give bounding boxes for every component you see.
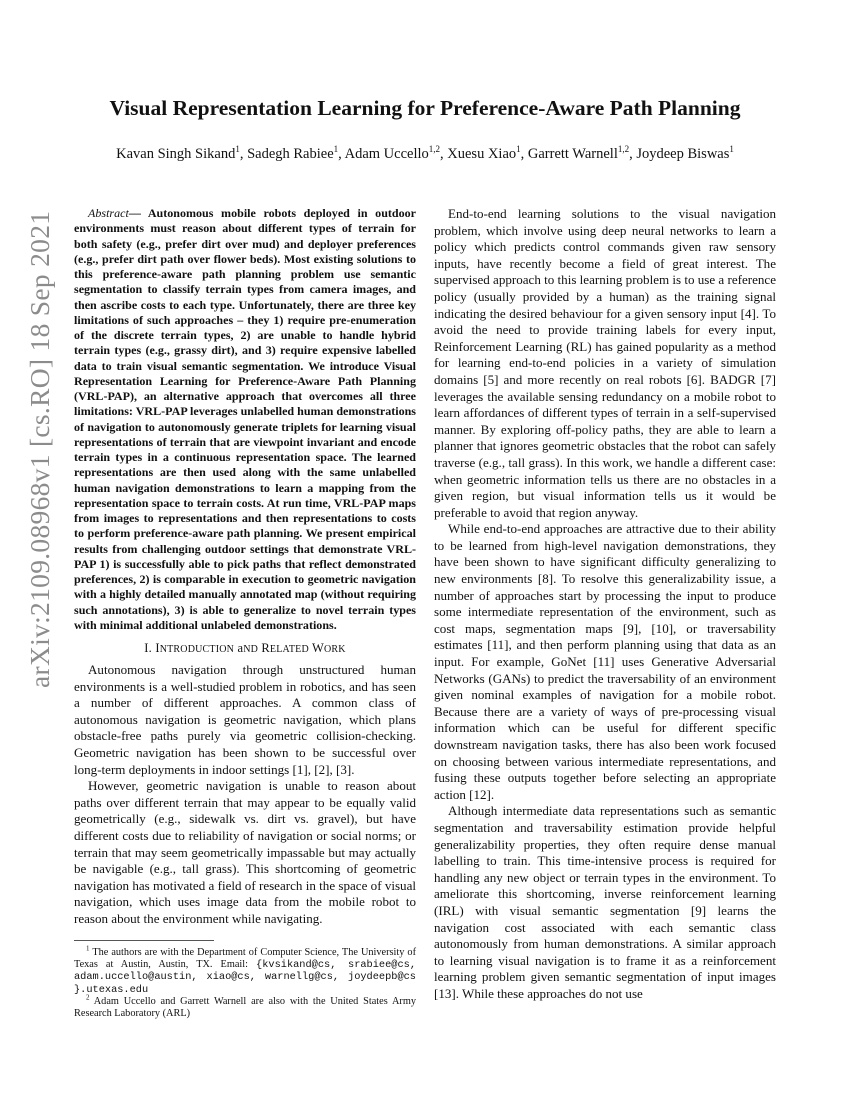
footnotes	[74, 940, 416, 1020]
section-title: INTRODUCTION aND RELATED WORK	[155, 641, 346, 655]
footnote-2	[74, 993, 416, 1020]
related-paragraph-3: Although intermediate data representations such as semantic segmentation and traversability estimation provide helpful generalizability properties, they often require dense manual labelling to train. This time-intensive process is required for handling any new object or terrain types in the environment. To ameliorate this shortcoming, inverse reinforcement learning (IRL) with visual semantic segmentation [9] learns the navigation cost associated with each semantic class autonomously from human demonstrations. A similar approach to learning visual navigation is to frame it as a reinforcement learning problem given semantic segmentation of input images [13]. While these approaches do not use	[434, 803, 776, 1001]
footnote-rule	[74, 940, 214, 941]
paper-title: Visual Representation Learning for Preference-Aware Path Planning	[109, 96, 741, 120]
author-affiliation-marker: 1	[516, 144, 521, 155]
author-name: Garrett Warnell	[527, 146, 618, 162]
footnote-1-marker: 1	[86, 944, 90, 953]
footnote-2-marker: 2	[86, 993, 90, 1002]
intro-paragraph-1: Autonomous navigation through unstructured human environments is a well-studied problem in robotics, and has seen a number of different approaches. A common class of autonomous navigation is geometric navigation, which plans obstacle-free paths purely via geometric collision-checking. Geometric navigation has been shown to be successful over long-term deployments in indoor settings [1], [2], [3].	[74, 662, 416, 777]
arxiv-identifier-stamp: arXiv:2109.08968v1 [cs.RO] 18 Sep 2021	[24, 210, 55, 688]
section-heading	[74, 641, 416, 656]
intro-paragraph-2: However, geometric navigation is unable to reason about paths over different terrain that may appear to be equally valid geometrically (e.g., sidewalk vs. dirt vs. gravel), but have different costs due to reliability of navigation or social norms; or terrain that may seem geometrically impassable but may actually be navigable (e.g., tall grass). This shortcoming of geometric navigation has motivated a field of research in the space of visual navigation, which uses image data from the mobile robot to reason about the environment while navigating.	[74, 778, 416, 926]
author-affiliation-marker: 1	[729, 144, 734, 155]
right-column	[434, 206, 776, 1003]
author-name: Sadegh Rabiee	[247, 146, 334, 162]
author-affiliation-marker: 1	[333, 144, 339, 155]
author-name: Kavan Singh Sikand	[116, 146, 236, 162]
footnote-1-emails: {kvsikand@cs, srabiee@cs, adam.uccello@austin, xiao@cs, warnellg@cs, joydeepb@cs }.utexas.edu	[74, 959, 416, 996]
footnote-1-text: The authors are with the Department of Computer Science, The University of Texas at Austin, Austin, TX. Email:	[74, 947, 417, 971]
footnote-1	[74, 944, 417, 996]
abstract	[74, 206, 416, 633]
footnote-2-text: Adam Uccello and Garrett Warnell are also with the United States Army Research Laboratory (ARL)	[74, 995, 416, 1020]
author-affiliation-marker: 1,2	[428, 144, 441, 155]
author-affiliation-marker: 1	[235, 144, 240, 155]
related-paragraph-1: End-to-end learning solutions to the visual navigation problem, which involve using deep neural networks to learn a policy which predicts control commands given raw sensory inputs, have recently become a field of great interest. The supervised approach to this learning problem is to use a reference policy (usually provided by a human) as the training signal indicating the desired behaviour for a given sensory input [4]. To avoid the need to provide training labels for every input, Reinforcement Learning (RL) has gained popularity as a method for learning end-to-end policies in a variety of simulation domains [5] and more recently on real robots [6]. BADGR [7] leverages the available sensing redundancy on a mobile robot to learn affordances of different types of terrain in a self-supervised manner. By exploring off-policy paths, they are able to learn a planner that ignores geometric obstacles that the robot can safely traverse (e.g., tall grass). In this work, we handle a different case: when geometric information tells us there are no obstacles in a given region, but visual information tells us it would be preferable to avoid that region anyway.	[434, 206, 776, 520]
related-paragraph-2: While end-to-end approaches are attractive due to their ability to be learned from high-level navigation demonstrations, they have been shown to have significant difficulty generalizing to new environments [8]. To resolve this generalizability issue, a number of approaches start by processing the input to produce some intermediate representation of the environment, such as cost maps, segmentation maps [9], [10], or traversability estimates [11], and then perform planning using that data as an input. For example, GoNet [11] uses Generative Adversarial Networks (GANs) to predict the traversability of an environment given nominal examples of navigation for a mobile robot. Because there are a variety of ways of pre-processing visual information which can be useful for different specific downstream navigation tasks, there has also been work focused on choosing between various intermediate representations, and fusing these outputs together before selecting an appropriate action [12].	[434, 521, 776, 802]
author-name: Joydeep Biswas	[636, 146, 730, 162]
abstract-text: — Autonomous mobile robots deployed in outdoor environments must reason about different types of terrain for both safety (e.g., prefer dirt over mud) and deployer preferences (e.g., prefer dirt path over flower beds). Most existing solutions to this preference-aware path planning problem use semantic segmentation to classify terrain types from camera images, and then ascribe costs to each type. Unfortunately, there are three key limitations of such approaches – they 1) require pre-enumeration of the discrete terrain types, 2) are unable to handle hybrid terrain types (e.g., grassy dirt), and 3) require expensive labelled data to train visual semantic segmentation. We introduce Visual Representation Learning for Preference-Aware Path Planning (VRL-PAP), an alternative approach that overcomes all three limitations: VRL-PAP leverages unlabelled human demonstrations of navigation to autonomously generate triplets for learning visual representations of terrain that are viewpoint invariant and encode terrain types in a continuous representation space. The learned representations are then used along with the same unlabelled human navigation demonstrations to learn a mapping from the representation space to terrain costs. At run time, VRL-PAP maps from images to representations and then representations to costs to perform preference-aware path planning. We present empirical results from challenging outdoor settings that demonstrate VRL-PAP 1) is successfully able to pick paths that reflect demonstrated preferences, 2) is comparable in execution to geometric navigation with a highly detailed manually annotated map (without requiring such annotations), 3) is able to generalize to novel terrain types with minimal additional unlabeled demonstrations.	[74, 206, 416, 632]
author-affiliation-marker: 1,2	[617, 144, 630, 155]
abstract-label: Abstract	[88, 206, 129, 220]
left-column	[74, 206, 416, 928]
author-list: Kavan Singh Sikand$^1$, Sadegh Rabiee$^1$, Adam Uccello$^{1,2}$, Xuesu Xiao$^1$, Garrett Warnell$^{1,2}$, Joydeep Biswas$^1$	[116, 144, 734, 162]
section-number: I.	[144, 641, 152, 655]
author-name: Adam Uccello	[344, 146, 429, 162]
author-name: Xuesu Xiao	[447, 146, 517, 162]
